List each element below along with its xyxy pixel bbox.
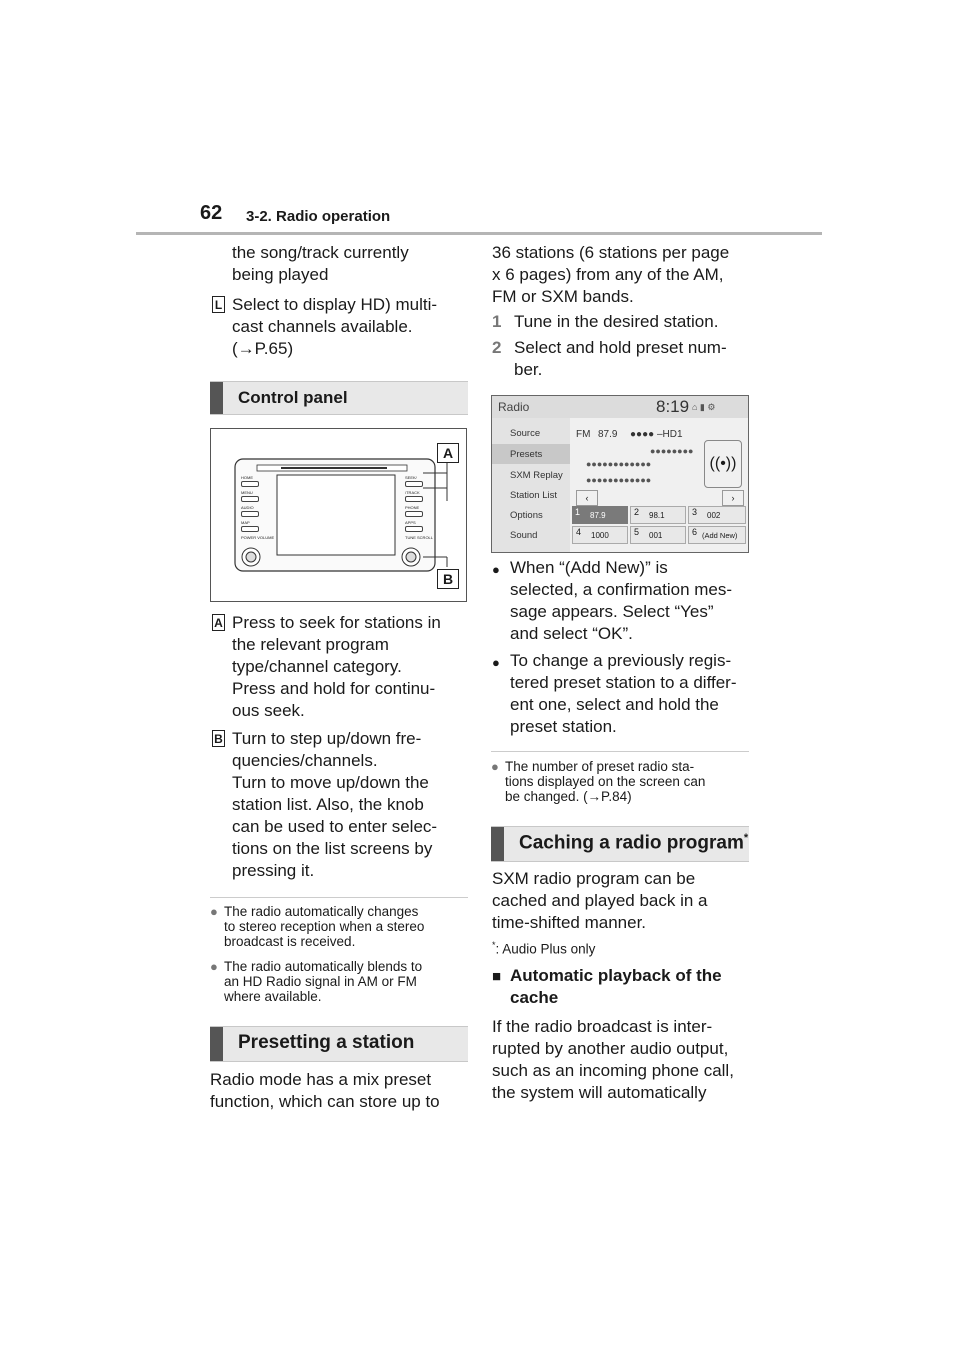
note-line: The radio automatically changes [224,904,419,919]
preset-value: 002 [707,511,721,520]
map-button[interactable] [241,526,259,532]
item-line: station list. Also, the knob [232,795,424,814]
button-caption: HOME [241,475,253,480]
song-line: ●●●●●●●●●●●● [586,475,652,485]
sub-heading-line: Automatic playback of the [510,966,722,985]
note-line: an HD Radio signal in AM or FM [224,974,417,989]
sub-heading [492,965,754,1009]
preset-6-add-new[interactable] [688,526,746,544]
audio-button[interactable] [241,511,259,517]
bullet-line: tered preset station to a differ- [510,673,737,692]
item-line: quencies/channels. [232,751,378,770]
preset-number: 3 [692,507,698,517]
control-panel-heading [210,381,468,415]
header-rule [136,232,822,235]
heading-label: Caching a radio program [519,832,744,854]
bullet-dot: ● [210,959,218,974]
para-line: the system will automatically [492,1083,707,1102]
home-button[interactable] [241,481,259,487]
note-line: tions displayed on the screen can [505,774,706,789]
step-number: 2 [492,338,502,357]
heading-text: Control panel [238,388,348,407]
preset-3[interactable] [688,506,746,524]
preset-2[interactable] [630,506,686,524]
preset-5[interactable] [630,526,686,544]
button-caption: PHONE [405,505,420,510]
track-button[interactable] [405,496,423,502]
para-line: function, which can store up to [210,1092,440,1111]
phone-button[interactable] [405,511,423,517]
menu-source[interactable]: Source [510,428,541,439]
menu-sxm-replay[interactable]: SXM Replay [510,470,563,481]
para-line: Radio mode has a mix preset [210,1070,432,1089]
button-caption: MAP [241,520,250,525]
page-reference[interactable]: (→P.65) [232,339,294,358]
heading-bar [210,382,223,414]
item-line: Turn to step up/down fre- [232,729,422,748]
callout-a: A [437,443,459,463]
footnote-asterisk: * [492,940,496,950]
prev-page-button[interactable]: ‹ [576,490,598,506]
button-caption: MENU [241,490,253,495]
item-l [212,294,472,360]
presetting-heading [210,1026,468,1062]
button-caption: SEEK/ [405,475,417,480]
step-2 [492,337,752,381]
sub-heading-line: cache [510,988,559,1007]
button-caption: TUNE SCROLL [405,535,434,540]
footnote [492,940,595,957]
heading-text [519,832,748,854]
item-line: cast channels available. [232,317,413,336]
note-line: to stereo reception when a stereo [224,919,425,934]
note-preset-count [491,759,753,804]
step-text: ber. [514,360,543,379]
menu-presets[interactable]: Presets [510,449,543,460]
para-line: time-shifted manner. [492,913,647,932]
section-title: 3-2. Radio operation [246,208,391,225]
bullet-dot: ● [210,904,218,919]
radio-screen [491,395,749,553]
menu-sound[interactable]: Sound [510,530,538,541]
label-a-badge: A [212,614,225,631]
bullet-dot: ● [492,655,500,670]
para-line: 36 stations (6 stations per page [492,243,730,262]
step-number: 1 [492,312,502,331]
bullet-line: sage appears. Select “Yes” [510,602,714,621]
presetting-paragraph [210,1069,440,1113]
band-label: FM [576,429,591,440]
para-line: SXM radio program can be [492,869,696,888]
note-line: where available. [224,989,322,1004]
preset-4[interactable] [572,526,628,544]
preset-number: 1 [575,507,581,517]
bullet-line: When “(Add New)” is [510,558,668,577]
preset-description [492,242,729,308]
button-caption: APPS [405,520,416,525]
preset-number: 4 [576,527,582,537]
status-icons: ⌂ ▮ ⚙ [692,402,716,412]
intro-line: being played [232,265,329,284]
note-hd-blend [210,959,472,1004]
bullet-line: To change a previously regis- [510,651,732,670]
button-caption: POWER VOLUME [241,535,275,540]
para-line: cached and played back in a [492,891,708,910]
item-line: Press and hold for continu- [232,679,436,698]
bullet-line: preset station. [510,717,617,736]
label-b-badge: B [212,730,225,747]
preset-value: 87.9 [590,511,606,520]
intro-line: the song/track currently [232,243,409,262]
item-line: the relevant program [232,635,389,654]
item-line: Press to seek for stations in [232,613,441,632]
step-text: Tune in the desired station. [514,312,719,331]
heading-bar [491,827,504,861]
intro-text [232,242,409,286]
note-separator [491,751,749,752]
page-reference[interactable]: be changed. (→P.84) [505,789,632,804]
preset-number: 2 [634,507,640,517]
station-name: ●●●● –HD1 [630,429,683,440]
caching-paragraph [492,868,708,934]
screen-clock: 8:19 [656,397,690,416]
heading-bar [210,1027,223,1061]
para-line: If the radio broadcast is inter- [492,1017,713,1036]
bullet-line: selected, a confirmation mes- [510,580,733,599]
para-line: such as an incoming phone call, [492,1061,734,1080]
step-1 [492,311,719,333]
step-text: Select and hold preset num- [514,338,727,357]
next-page-button[interactable]: › [722,490,744,506]
bullet-dot: ● [492,562,500,577]
button-caption: AUDIO [241,505,254,510]
bullet-change-preset [492,650,754,738]
item-line: Select to display HD) multi- [232,295,438,314]
item-a [212,612,474,722]
control-panel-diagram [210,428,467,602]
item-line: can be used to enter selec- [232,817,438,836]
callout-b: B [437,569,459,589]
item-line: Turn to move up/down the [232,773,429,792]
preset-value: (Add New) [702,531,738,540]
radio-signal-icon: ((•)) [704,440,742,488]
caching-heading [491,826,749,862]
label-l-badge: L [212,296,225,313]
heading-text: Presetting a station [238,1032,415,1053]
button-caption: /TRACK [405,490,420,495]
note-separator [210,897,468,898]
automatic-playback-paragraph [492,1016,734,1104]
preset-1[interactable] [572,506,628,524]
frequency: 87.9 [598,429,618,440]
bullet-line: and select “OK”. [510,624,633,643]
note-stereo [210,904,472,949]
note-line: The radio automatically blends to [224,959,423,974]
bullet-dot: ● [491,759,499,774]
station-sub: ●●●●●●●● [650,446,694,456]
note-line: The number of preset radio sta- [505,759,695,774]
artist-line: ●●●●●●●●●●●● [586,459,652,469]
item-line: type/channel category. [232,657,402,676]
item-line: ous seek. [232,701,305,720]
preset-value: 001 [649,531,663,540]
bullet-line: ent one, select and hold the [510,695,719,714]
apps-button[interactable] [405,526,423,532]
footnote-text: : Audio Plus only [495,941,596,957]
note-line: broadcast is received. [224,934,356,949]
preset-number: 5 [634,527,640,537]
preset-number: 6 [692,527,698,537]
item-line: pressing it. [232,861,315,880]
page-number: 62 [200,202,223,224]
para-line: rupted by another audio output, [492,1039,729,1058]
item-b [212,728,474,882]
bullet-add-new [492,557,754,645]
item-line: tions on the list screens by [232,839,433,858]
preset-value: 98.1 [649,511,665,520]
screen-title: Radio [498,400,530,414]
menu-button[interactable] [241,496,259,502]
square-bullet: ■ [492,968,502,985]
preset-value: 1000 [591,531,609,540]
seek-button[interactable] [405,481,423,487]
menu-options[interactable]: Options [510,510,543,521]
para-line: FM or SXM bands. [492,287,634,306]
para-line: x 6 pages) from any of the AM, [492,265,724,284]
heading-asterisk: * [743,832,749,844]
menu-station-list[interactable]: Station List [510,490,557,501]
